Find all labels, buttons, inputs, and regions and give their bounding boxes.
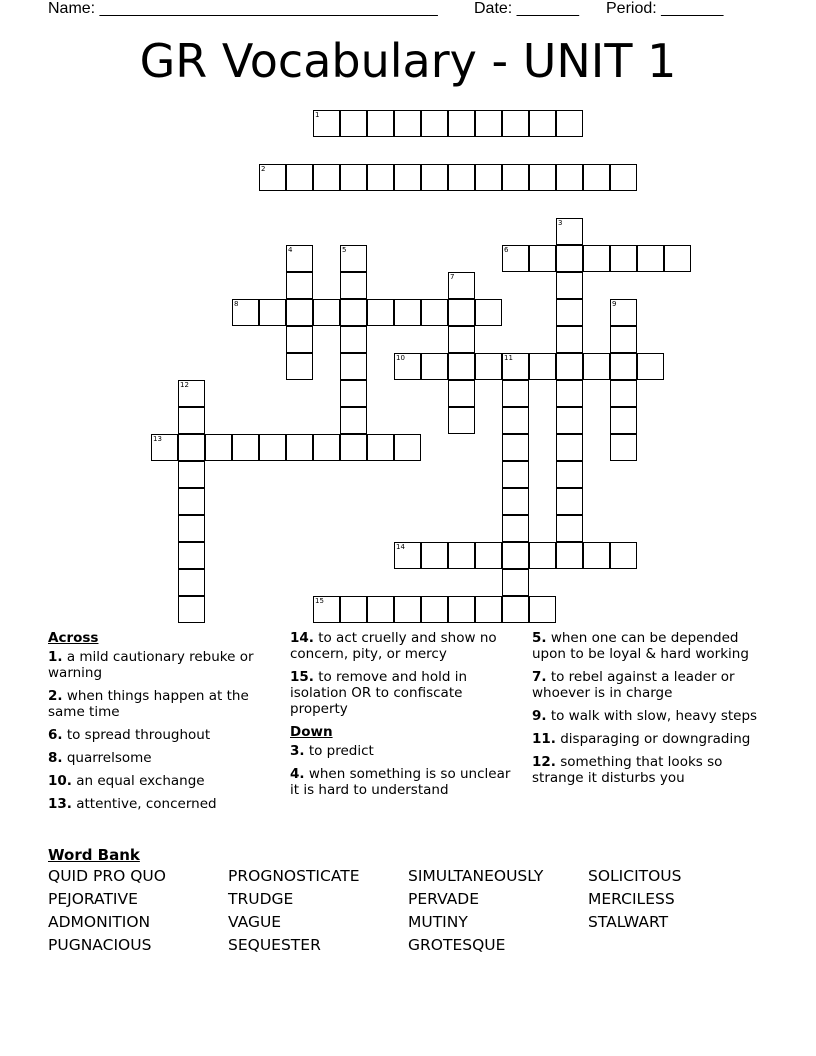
grid-cell[interactable] bbox=[529, 110, 556, 137]
grid-cell[interactable] bbox=[313, 299, 340, 326]
grid-cell[interactable] bbox=[448, 353, 475, 380]
grid-cell[interactable] bbox=[421, 353, 448, 380]
grid-cell[interactable] bbox=[448, 299, 475, 326]
clue-number: 3. bbox=[290, 743, 305, 759]
clue-text: when something is so unclear it is hard to understand bbox=[290, 766, 511, 798]
clue-text: attentive, concerned bbox=[71, 796, 217, 812]
grid-cell[interactable] bbox=[394, 596, 421, 623]
clue-number: 10 bbox=[396, 354, 405, 362]
clues-column-1 bbox=[48, 630, 268, 819]
grid-cell[interactable] bbox=[367, 110, 394, 137]
grid-cell[interactable] bbox=[448, 326, 475, 353]
grid-cell[interactable] bbox=[340, 272, 367, 299]
clue-number: 11. bbox=[532, 731, 556, 747]
clue-number: 1 bbox=[315, 111, 320, 119]
grid-cell[interactable] bbox=[610, 353, 637, 380]
clue-number: 3 bbox=[558, 219, 563, 227]
grid-cell[interactable] bbox=[340, 164, 367, 191]
clue-number: 2 bbox=[261, 165, 266, 173]
grid-cell[interactable] bbox=[502, 569, 529, 596]
clue-number: 12 bbox=[180, 381, 189, 389]
clue-number: 10. bbox=[48, 773, 72, 789]
clue-text: an equal exchange bbox=[71, 773, 205, 789]
grid-cell[interactable] bbox=[637, 353, 664, 380]
clue-text: to spread throughout bbox=[62, 727, 211, 743]
grid-cell[interactable] bbox=[529, 245, 556, 272]
clue-text: to act cruelly and show no concern, pity, or mercy bbox=[290, 630, 497, 662]
clue-text: when one can be depended upon to be loyal & hard working bbox=[532, 630, 749, 662]
word-bank-entry: GROTESQUE bbox=[408, 936, 506, 954]
grid-cell[interactable] bbox=[286, 434, 313, 461]
clues-column-3 bbox=[532, 630, 767, 793]
grid-cell[interactable] bbox=[556, 272, 583, 299]
word-bank-entry: MUTINY bbox=[408, 913, 468, 931]
grid-cell[interactable] bbox=[556, 380, 583, 407]
grid-cell[interactable] bbox=[286, 326, 313, 353]
clue-text: something that looks so strange it disturbs you bbox=[532, 754, 723, 786]
clue-number: 14. bbox=[290, 630, 314, 646]
clue-text: quarrelsome bbox=[62, 750, 152, 766]
clue bbox=[48, 796, 268, 812]
grid-cell[interactable] bbox=[502, 245, 529, 272]
clue-text: disparaging or downgrading bbox=[555, 731, 751, 747]
grid-cell[interactable] bbox=[313, 164, 340, 191]
grid-cell[interactable] bbox=[583, 245, 610, 272]
clue-number: 5 bbox=[342, 246, 347, 254]
grid-cell[interactable] bbox=[286, 245, 313, 272]
word-bank-entry: STALWART bbox=[588, 913, 669, 931]
grid-cell[interactable] bbox=[610, 245, 637, 272]
grid-cell[interactable] bbox=[178, 569, 205, 596]
grid-cell[interactable] bbox=[610, 542, 637, 569]
word-bank-entry: SEQUESTER bbox=[228, 936, 321, 954]
grid-cell[interactable] bbox=[421, 596, 448, 623]
grid-cell[interactable] bbox=[286, 164, 313, 191]
grid-cell[interactable] bbox=[610, 326, 637, 353]
clue bbox=[290, 630, 520, 662]
grid-cell[interactable] bbox=[475, 596, 502, 623]
word-bank-entry: PUGNACIOUS bbox=[48, 936, 152, 954]
grid-cell[interactable] bbox=[421, 164, 448, 191]
clue bbox=[290, 669, 520, 717]
clue bbox=[290, 766, 520, 798]
date-field[interactable]: Date: _______ bbox=[474, 0, 579, 17]
word-bank-entry: ADMONITION bbox=[48, 913, 151, 931]
grid-cell[interactable] bbox=[583, 542, 610, 569]
grid-cell[interactable] bbox=[448, 542, 475, 569]
grid-cell[interactable] bbox=[529, 596, 556, 623]
grid-cell[interactable] bbox=[475, 353, 502, 380]
clue-number: 7 bbox=[450, 273, 455, 281]
grid-cell[interactable] bbox=[340, 353, 367, 380]
grid-cell[interactable] bbox=[529, 353, 556, 380]
grid-cell[interactable] bbox=[502, 353, 529, 380]
grid-cell[interactable] bbox=[502, 488, 529, 515]
clue-number: 9 bbox=[612, 300, 617, 308]
grid-cell[interactable] bbox=[475, 164, 502, 191]
word-bank-entry: VAGUE bbox=[228, 913, 282, 931]
grid-cell[interactable] bbox=[610, 380, 637, 407]
clue bbox=[532, 731, 767, 747]
grid-cell[interactable] bbox=[340, 326, 367, 353]
clue-number: 14 bbox=[396, 543, 405, 551]
word-bank-entry: QUID PRO QUO bbox=[48, 867, 166, 885]
clue-number: 8. bbox=[48, 750, 63, 766]
clue-number: 2. bbox=[48, 688, 63, 704]
clue-number: 11 bbox=[504, 354, 513, 362]
clue-number: 8 bbox=[234, 300, 239, 308]
grid-cell[interactable] bbox=[151, 434, 178, 461]
grid-cell[interactable] bbox=[178, 434, 205, 461]
across-heading: Across bbox=[48, 630, 99, 646]
page-title: GR Vocabulary - UNIT 1 bbox=[139, 34, 677, 88]
grid-cell[interactable] bbox=[340, 407, 367, 434]
grid-cell[interactable] bbox=[502, 542, 529, 569]
clue bbox=[48, 773, 268, 789]
grid-cell[interactable] bbox=[556, 542, 583, 569]
grid-cell[interactable] bbox=[421, 110, 448, 137]
grid-cell[interactable] bbox=[448, 110, 475, 137]
clue-number: 9. bbox=[532, 708, 547, 724]
grid-cell[interactable] bbox=[502, 515, 529, 542]
grid-cell[interactable] bbox=[367, 299, 394, 326]
clue-number: 7. bbox=[532, 669, 547, 685]
grid-cell[interactable] bbox=[610, 164, 637, 191]
grid-cell[interactable] bbox=[610, 299, 637, 326]
clue-text: when things happen at the same time bbox=[48, 688, 249, 720]
clue bbox=[48, 688, 268, 720]
grid-cell[interactable] bbox=[394, 299, 421, 326]
word-bank-entry: TRUDGE bbox=[228, 890, 294, 908]
word-bank-entry: PROGNOSTICATE bbox=[228, 867, 360, 885]
clue bbox=[532, 630, 767, 662]
clue bbox=[290, 743, 520, 759]
grid-cell[interactable] bbox=[259, 434, 286, 461]
word-bank-entry: MERCILESS bbox=[588, 890, 675, 908]
grid-cell[interactable] bbox=[448, 380, 475, 407]
clue-text: to predict bbox=[304, 743, 374, 759]
grid-cell[interactable] bbox=[637, 245, 664, 272]
grid-cell[interactable] bbox=[340, 596, 367, 623]
grid-cell[interactable] bbox=[610, 434, 637, 461]
grid-cell[interactable] bbox=[502, 461, 529, 488]
grid-cell[interactable] bbox=[556, 299, 583, 326]
grid-cell[interactable] bbox=[286, 299, 313, 326]
clue-number: 13 bbox=[153, 435, 162, 443]
grid-cell[interactable] bbox=[556, 515, 583, 542]
grid-cell[interactable] bbox=[556, 488, 583, 515]
word-bank-title: Word Bank bbox=[48, 846, 140, 864]
clue bbox=[48, 727, 268, 743]
grid-cell[interactable] bbox=[340, 380, 367, 407]
word-bank-entry: PERVADE bbox=[408, 890, 480, 908]
grid-cell[interactable] bbox=[475, 542, 502, 569]
grid-cell[interactable] bbox=[205, 434, 232, 461]
grid-cell[interactable] bbox=[367, 164, 394, 191]
clue-text: to rebel against a leader or whoever is in charge bbox=[532, 669, 735, 701]
grid-cell[interactable] bbox=[556, 461, 583, 488]
clue-number: 5. bbox=[532, 630, 547, 646]
grid-cell[interactable] bbox=[529, 164, 556, 191]
grid-cell[interactable] bbox=[448, 272, 475, 299]
grid-cell[interactable] bbox=[259, 164, 286, 191]
grid-cell[interactable] bbox=[556, 245, 583, 272]
grid-cell[interactable] bbox=[232, 434, 259, 461]
grid-cell[interactable] bbox=[610, 407, 637, 434]
clue-number: 1. bbox=[48, 649, 63, 665]
grid-cell[interactable] bbox=[583, 353, 610, 380]
grid-cell[interactable] bbox=[394, 434, 421, 461]
grid-cell[interactable] bbox=[178, 407, 205, 434]
clue bbox=[48, 750, 268, 766]
grid-cell[interactable] bbox=[556, 407, 583, 434]
grid-cell[interactable] bbox=[178, 596, 205, 623]
grid-cell[interactable] bbox=[394, 542, 421, 569]
grid-cell[interactable] bbox=[340, 299, 367, 326]
grid-cell[interactable] bbox=[232, 299, 259, 326]
grid-cell[interactable] bbox=[502, 596, 529, 623]
clue-text: to remove and hold in isolation OR to confiscate property bbox=[290, 669, 468, 717]
clue bbox=[532, 708, 767, 724]
clue-number: 4 bbox=[288, 246, 293, 254]
grid-cell[interactable] bbox=[448, 407, 475, 434]
period-field[interactable]: Period: _______ bbox=[606, 0, 724, 17]
grid-cell[interactable] bbox=[502, 164, 529, 191]
grid-cell[interactable] bbox=[313, 434, 340, 461]
word-bank-entry: SIMULTANEOUSLY bbox=[408, 867, 544, 885]
clue-number: 13. bbox=[48, 796, 72, 812]
grid-cell[interactable] bbox=[178, 542, 205, 569]
grid-cell[interactable] bbox=[313, 596, 340, 623]
grid-cell[interactable] bbox=[394, 110, 421, 137]
grid-cell[interactable] bbox=[556, 218, 583, 245]
grid-cell[interactable] bbox=[556, 326, 583, 353]
grid-cell[interactable] bbox=[556, 353, 583, 380]
grid-cell[interactable] bbox=[367, 596, 394, 623]
clue-text: a mild cautionary rebuke or warning bbox=[48, 649, 254, 681]
grid-cell[interactable] bbox=[394, 353, 421, 380]
grid-cell[interactable] bbox=[475, 299, 502, 326]
clue-number: 6 bbox=[504, 246, 509, 254]
grid-cell[interactable] bbox=[394, 164, 421, 191]
grid-cell[interactable] bbox=[502, 434, 529, 461]
clue-number: 4. bbox=[290, 766, 305, 782]
clue-number: 15. bbox=[290, 669, 314, 685]
clue bbox=[532, 669, 767, 701]
down-heading: Down bbox=[290, 724, 333, 740]
grid-cell[interactable] bbox=[529, 542, 556, 569]
clue-number: 6. bbox=[48, 727, 63, 743]
grid-cell[interactable] bbox=[421, 542, 448, 569]
clue-number: 15 bbox=[315, 597, 324, 605]
grid-cell[interactable] bbox=[502, 380, 529, 407]
grid-cell[interactable] bbox=[178, 380, 205, 407]
grid-cell[interactable] bbox=[502, 407, 529, 434]
grid-cell[interactable] bbox=[178, 515, 205, 542]
grid-cell[interactable] bbox=[178, 488, 205, 515]
grid-cell[interactable] bbox=[313, 110, 340, 137]
grid-cell[interactable] bbox=[421, 299, 448, 326]
grid-cell[interactable] bbox=[583, 164, 610, 191]
grid-cell[interactable] bbox=[367, 434, 394, 461]
grid-cell[interactable] bbox=[286, 353, 313, 380]
grid-cell[interactable] bbox=[448, 164, 475, 191]
word-bank-entry: SOLICITOUS bbox=[588, 867, 682, 885]
grid-cell[interactable] bbox=[286, 272, 313, 299]
clues-column-2 bbox=[290, 630, 520, 805]
grid-cell[interactable] bbox=[664, 245, 691, 272]
clue bbox=[532, 754, 767, 786]
grid-cell[interactable] bbox=[556, 110, 583, 137]
clue-text: to walk with slow, heavy steps bbox=[546, 708, 758, 724]
grid-cell[interactable] bbox=[448, 596, 475, 623]
grid-cell[interactable] bbox=[340, 245, 367, 272]
grid-cell[interactable] bbox=[502, 110, 529, 137]
name-field[interactable]: Name: ______________________________________ bbox=[48, 0, 438, 17]
grid-cell[interactable] bbox=[556, 434, 583, 461]
grid-cell[interactable] bbox=[556, 164, 583, 191]
grid-cell[interactable] bbox=[475, 110, 502, 137]
grid-cell[interactable] bbox=[340, 110, 367, 137]
clue bbox=[48, 649, 268, 681]
grid-cell[interactable] bbox=[340, 434, 367, 461]
clue-number: 12. bbox=[532, 754, 556, 770]
grid-cell[interactable] bbox=[178, 461, 205, 488]
word-bank-entry: PEJORATIVE bbox=[48, 890, 138, 908]
grid-cell[interactable] bbox=[259, 299, 286, 326]
